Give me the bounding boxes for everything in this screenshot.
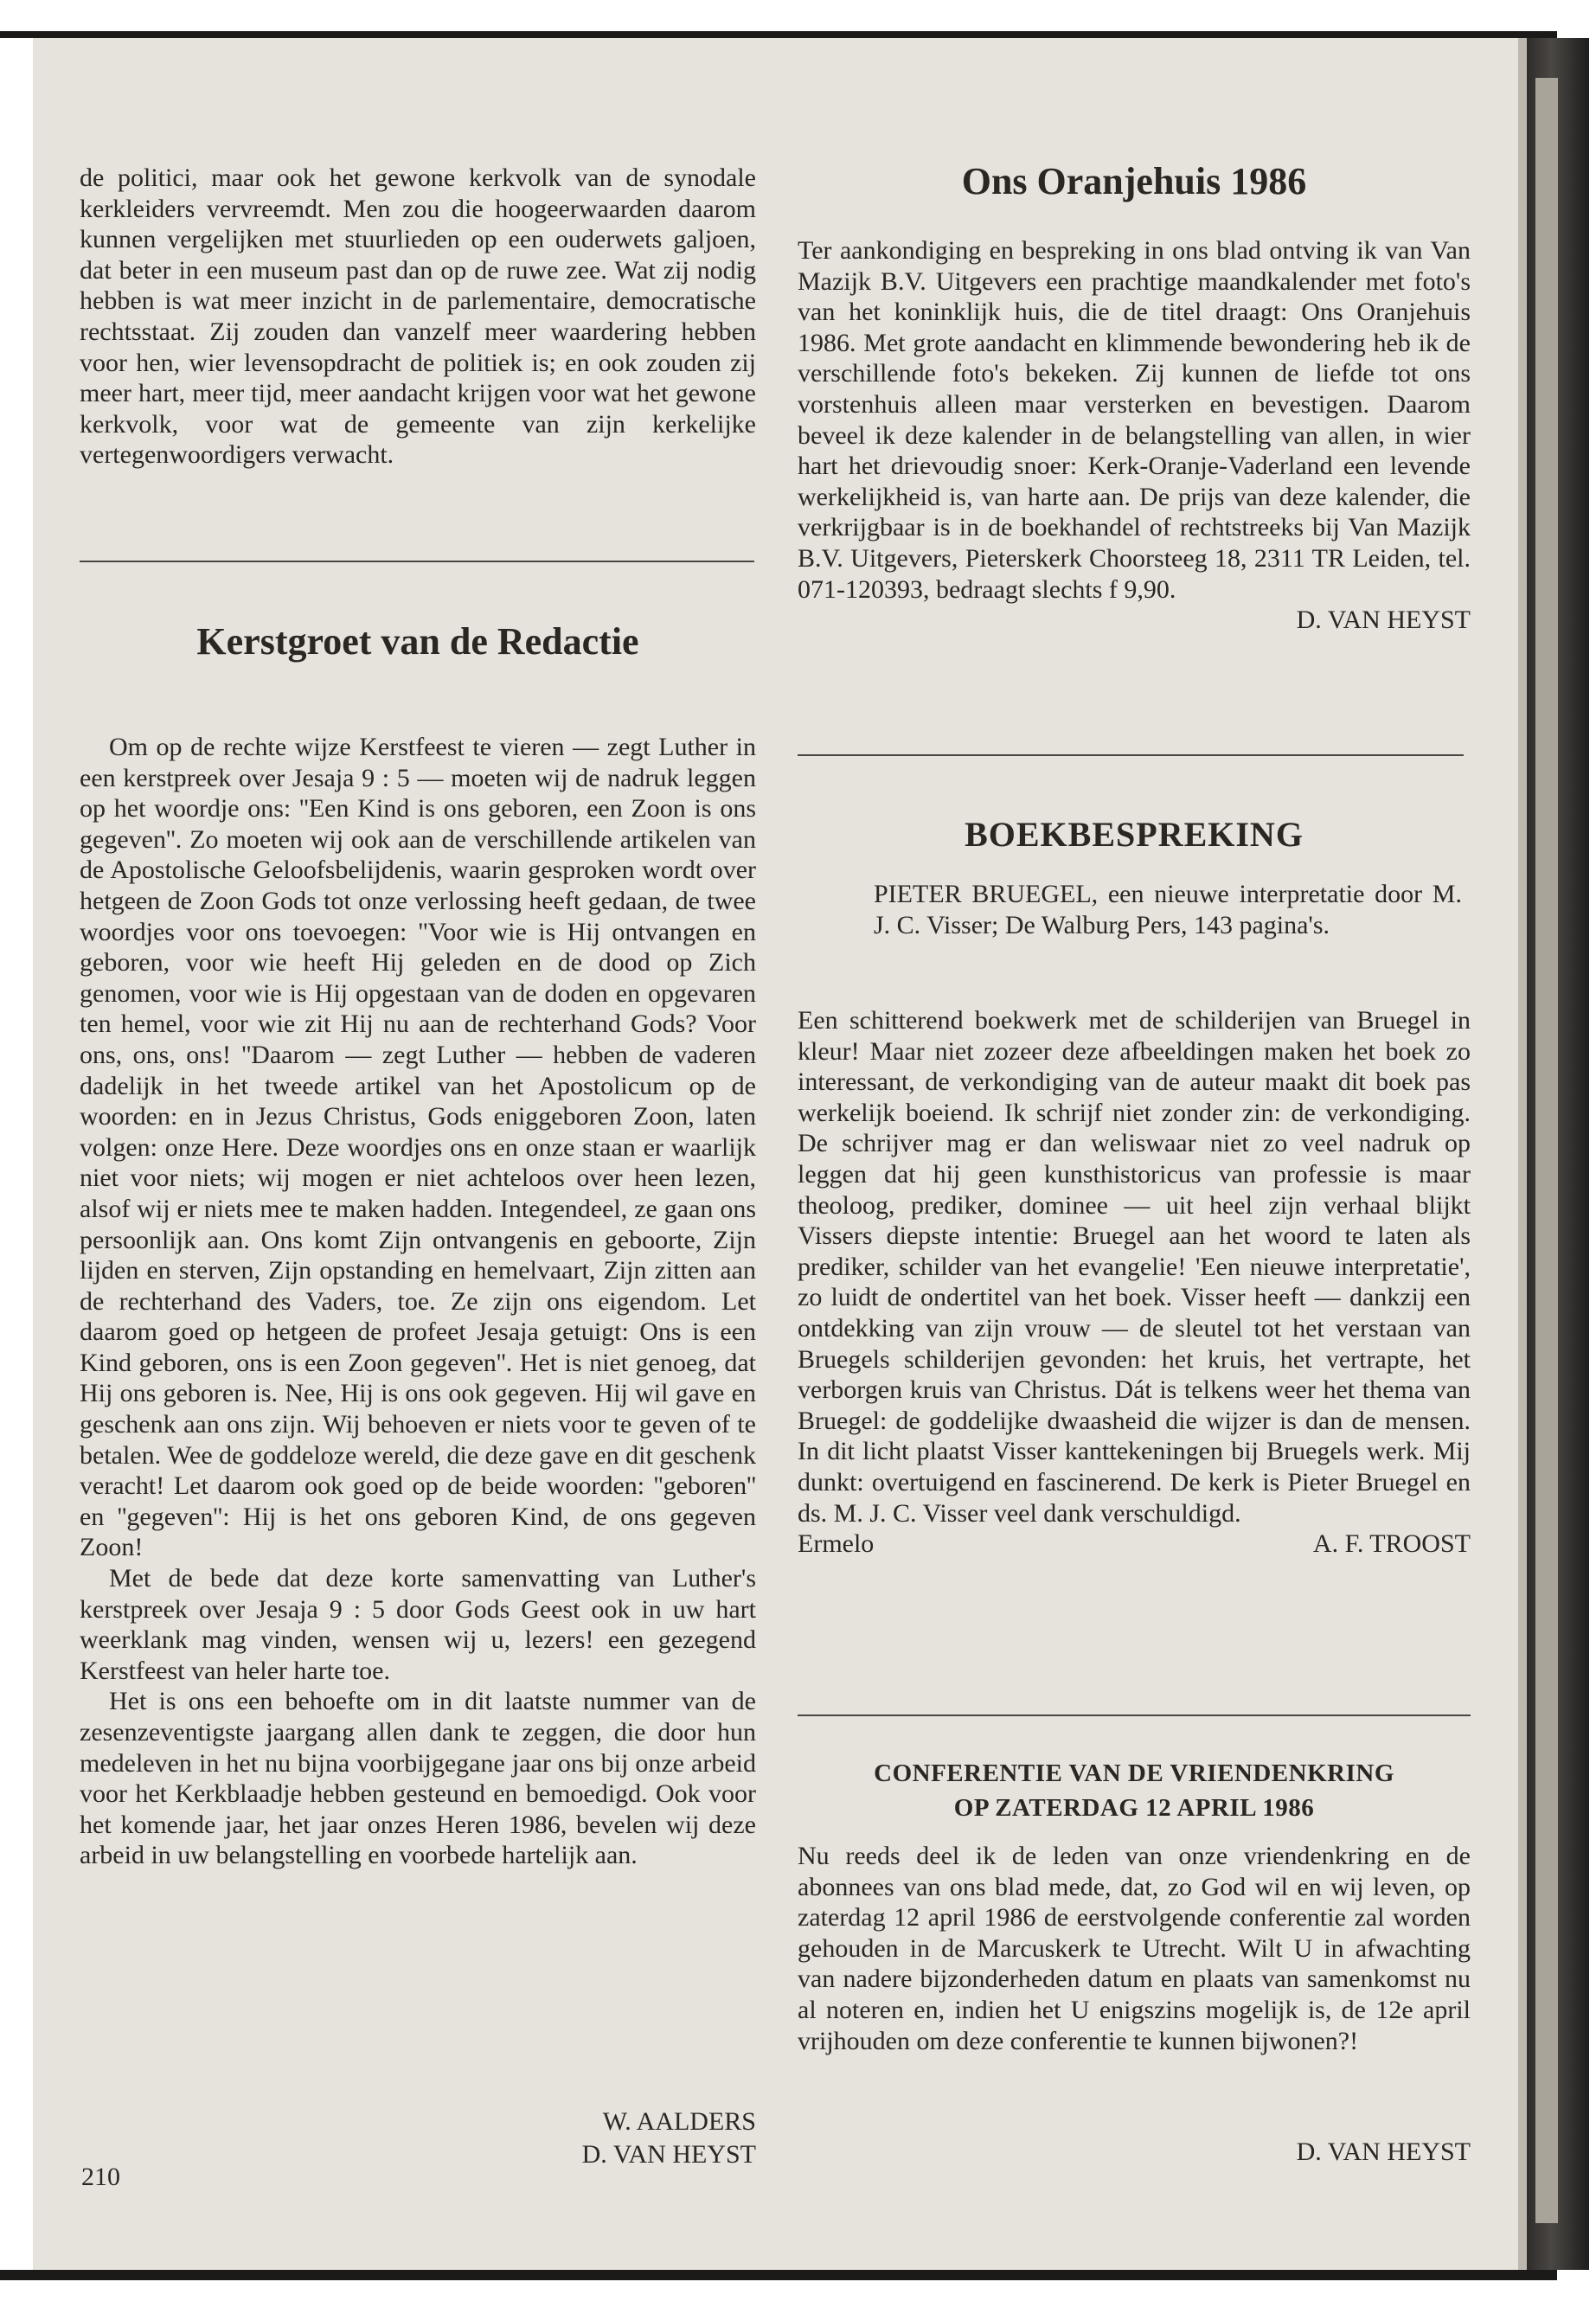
oranjehuis-title-block — [798, 159, 1471, 204]
scan-top-edge — [0, 31, 1557, 38]
signature-van-heyst: D. VAN HEYST — [581, 2140, 756, 2169]
divider-rule — [80, 561, 754, 562]
book-reference: PIETER BRUEGEL, een nieuwe interpretatie door M. J. C. Visser; De Walburg Pers, 143 pagina's. — [874, 880, 1462, 939]
conferentie-article — [798, 1841, 1471, 2056]
binding-shadow — [1518, 38, 1527, 2270]
review-signature: A. F. TROOST — [1312, 1529, 1471, 1559]
review-footer — [798, 1529, 1471, 1560]
oranjehuis-title: Ons Oranjehuis 1986 — [961, 160, 1307, 202]
boekbespreking-title: BOEKBESPREKING — [965, 815, 1304, 854]
cover-strip — [1535, 78, 1558, 2223]
kerstgroet-paragraph-1: Om op de rechte wijze Kerstfeest te vieren — zegt Luther in een kerstpreek over Jesaja 9 : 5 — moeten wij de nadruk leggen op het woordje ons: ''Een Kind is ons geboren, een Zoon is ons gegeven''. Zo moeten wij ook aan de verschillende artikelen van de Apostolische Geloofsbelijdenis, waarin gesproken wordt over hetgeen de Zoon Gods tot onze verlossing heeft gedaan, de twee woordjes voor ons toevoegen: ''Voor wie is Hij ontvangen en geboren, voor wie heeft Hij geleden en de dood op Zich genomen, voor wie is Hij opgestaan van de doden en opgevaren ten hemel, voor wie zit Hij nu aan de rechterhand Gods? Voor ons, ons, ons! ''Daarom — zegt Luther — hebben de vaderen dadelijk in het tweede artikel van het Apostolicum op de woorden: en in Jezus Christus, Gods eniggeboren Zoon, laten volgen: onze Here. Deze woordjes ons en onze staan er waarlijk niet voor niets; wij mogen er niet achteloos over heen lezen, alsof wij er niets mee te maken hadden. Integendeel, ze gaan ons persoonlijk aan. Ons komt Zijn ontvangenis en geboorte, Zijn lijden en sterven, Zijn opstanding en hemelvaart, Zijn zitten aan de rechterhand des Vaders, toe. Ze zijn ons eigendom. Let daarom goed op hetgeen de profeet Jesaja getuigt: Ons is een Kind geboren, ons is een Zoon gegeven''. Het is niet genoeg, dat Hij ons geboren is. Nee, Hij is ons ook gegeven. Hij wil gave en geschenk aan ons zijn. Wij behoeven er niets voor te geven of te betalen. Wee de goddeloze wereld, die deze gave en dit geschenk veracht! Let daarom ook goed op de beide woorden: ''geboren'' en ''gegeven'': Hij is het ons geboren Kind, de ons gegeven Zoon! — [80, 733, 756, 1562]
oranjehuis-article — [798, 235, 1471, 636]
kerstgroet-signatures — [484, 2106, 756, 2171]
conferentie-title-line-1: CONFERENTIE VAN DE VRIENDENKRING — [874, 1759, 1394, 1787]
page-number: 210 — [81, 2163, 120, 2191]
divider-rule — [798, 1715, 1471, 1716]
oranjehuis-signature: D. VAN HEYST — [1296, 606, 1471, 635]
kerstgroet-article — [80, 732, 756, 1871]
scan-bottom-edge — [0, 2270, 1557, 2280]
boekbespreking-article — [798, 1005, 1471, 1560]
kerstgroet-paragraph-3: Het is ons een behoefte om in dit laatste nummer van de zesenzeventigste jaargang allen dank te zeggen, die door hun medeleven in het nu bijna voorbijgegane jaar ons bij onze arbeid voor het Kerkblaadje hebben gesteund en bemoedigd. Ook voor het komende jaar, het jaar onzes Heren 1986, bevelen wij deze arbeid in uw belangstelling en voorbede hartelijk aan. — [80, 1687, 756, 1870]
kerstgroet-title-block — [80, 619, 756, 664]
conferentie-text: Nu reeds deel ik de leden van onze vriendenkring en de abonnees van ons blad mede, dat, zo God wil en wij leven, op zaterdag 12 april 1986 de eerstvolgende conferentie zal worden gehouden in de Marcuskerk te Utrecht. Wilt U in afwachting van nadere bijzonderheden datum en plaats van samenkomst nu al noteren en, indien het U enigszins mogelijk is, de 12e april vrijhouden om deze conferentie te kunnen bijwonen?! — [798, 1842, 1471, 2055]
left-column-intro — [80, 163, 756, 471]
conferentie-signature-block — [798, 2137, 1471, 2168]
conferentie-signature: D. VAN HEYST — [1296, 2138, 1471, 2166]
boekbespreking-title-block — [798, 813, 1471, 856]
book-reference-block — [798, 879, 1471, 940]
signature-aalders: W. AALDERS — [602, 2107, 756, 2136]
boekbespreking-text: Een schitterend boekwerk met de schilderijen van Bruegel in kleur! Maar niet zozeer deze afbeeldingen maken het boek zo interessant, de verkondiging van de auteur maakt dit boek pas werkelijk boeiend. Ik schrijf niet zonder zin: de verkondiging. De schrijver mag er dan weliswaar niet zo veel nadruk op leggen dat hij geen kunsthistoricus van professie is maar theoloog, prediker, dominee — uit heel zijn verhaal blijkt Vissers diepste intentie: Bruegel aan het woord te laten als prediker, schilder van het evangelie! 'Een nieuwe interpretatie', zo luidt de ondertitel van het boek. Visser heeft — dankzij een ontdekking van zijn vrouw — de sleutel tot het verstaan van Bruegels schilderijen gevonden: het kruis, het vertrapte, het verborgen kruis van Christus. Dát is telkens weer het thema van Bruegel: de goddelijke dwaasheid die wijzer is dan de mensen. In dit licht plaatst Visser kanttekeningen bij Bruegels werk. Mij dunkt: overtuigend en fascinerend. De kerk is Pieter Bruegel en ds. M. J. C. Visser veel dank verschuldigd. — [798, 1006, 1471, 1528]
kerstgroet-paragraph-2: Met de bede dat deze korte samenvatting van Luther's kerstpreek over Jesaja 9 : 5 door Gods Geest ook in uw hart weerklank mag vinden, wensen wij u, lezers! een gezegend Kerstfeest van heler harte toe. — [80, 1564, 756, 1685]
oranjehuis-text: Ter aankondiging en bespreking in ons blad ontving ik van Van Mazijk B.V. Uitgevers een prachtige maandkalender met foto's van het koninklijk huis, die de titel draagt: Ons Oranjehuis 1986. Met grote aandacht en klimmende bewondering heb ik de verschillende foto's bekeken. Zij kunnen de liefde tot ons vorstenhuis alleen maar versterken en bevestigen. Daarom beveel ik deze kalender in de belangstelling van allen, in wier hart het drievoudig snoer: Kerk-Oranje-Vaderland een levende werkelijkheid is, van harte aan. De prijs van deze kalender, die verkrijgbaar is in de boekhandel of rechtstreeks bij Van Mazijk B.V. Uitgevers, Pieterskerk Choorsteeg 18, 2311 TR Leiden, tel. 071-120393, bedraagt slechts f 9,90. — [798, 236, 1471, 604]
kerstgroet-title: Kerstgroet van de Redactie — [196, 620, 639, 663]
conferentie-title-line-2: OP ZATERDAG 12 APRIL 1986 — [953, 1794, 1315, 1822]
scan-top-margin — [0, 0, 1596, 31]
review-place: Ermelo — [798, 1529, 875, 1559]
conferentie-title-block — [798, 1756, 1471, 1825]
intro-paragraph: de politici, maar ook het gewone kerkvolk van de synodale kerkleiders vervreemdt. Men zou die hoogeerwaarden daarom kunnen vergelijken met stuurlieden op een ouderwets galjoen, dat beter in een museum past dan op de ruwe zee. Wat zij nodig hebben is wat meer inzicht in de parlementaire, democratische rechtsstaat. Zij zouden dan vanzelf meer waardering hebben voor hen, wier levensopdracht de politiek is; en ook zouden zij meer hart, meer tijd, meer aandacht krijgen voor wat het gewone kerkvolk, voor wat de gemeente van zijn kerkelijke vertegenwoordigers verwacht. — [80, 163, 756, 470]
divider-rule — [798, 754, 1464, 756]
